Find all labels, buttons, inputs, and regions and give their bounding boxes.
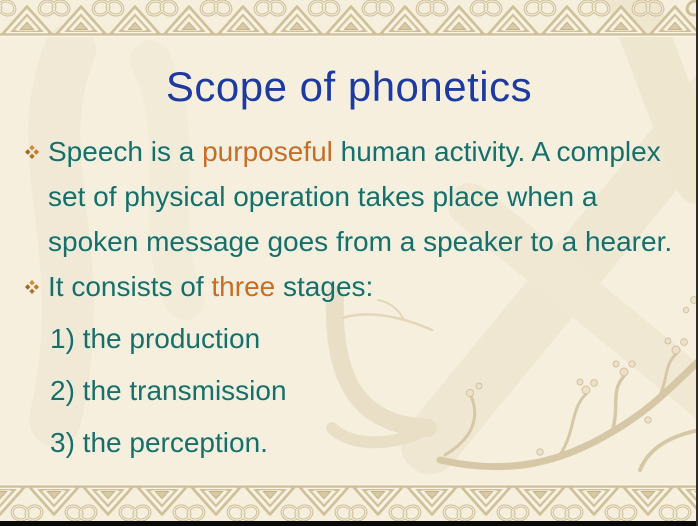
bullet-item-speech [48, 129, 672, 264]
bullet-item-stages [48, 264, 373, 309]
accent-word: purposeful [202, 136, 333, 167]
slide-title: Scope of phonetics [165, 63, 533, 110]
text-line [48, 129, 672, 174]
bullet-text [48, 264, 373, 309]
text-segment: stages: [275, 271, 374, 302]
stage-text [50, 368, 287, 413]
text-segment: human activity. A complex [332, 136, 661, 167]
text-line [48, 219, 672, 264]
stage-text [50, 316, 260, 361]
text-segment: set of physical operation takes place when a [48, 181, 598, 212]
text-line [48, 174, 672, 219]
text-segment: Speech is a [48, 136, 203, 167]
bottom-black-bar [0, 521, 698, 526]
accent-word: three [211, 271, 276, 302]
text-line [50, 420, 268, 465]
bullet-text [48, 129, 672, 264]
text-segment: spoken message goes from a speaker to a hearer. [48, 226, 673, 257]
text-segment: It consists of [48, 271, 212, 302]
bottom-border-ornament [0, 484, 698, 521]
diamond-bullet-icon [25, 145, 39, 159]
top-border-ornament [0, 0, 698, 37]
text-segment: 3) the perception. [50, 427, 268, 458]
stage-item-production [50, 316, 260, 361]
text-line [48, 264, 373, 309]
text-line [50, 316, 260, 361]
diamond-bullet-icon [25, 280, 39, 294]
text-line [50, 368, 287, 413]
stage-text [50, 420, 268, 465]
stage-item-perception [50, 420, 268, 465]
text-segment: 2) the transmission [50, 375, 287, 406]
text-segment: 1) the production [50, 323, 261, 354]
stage-item-transmission [50, 368, 287, 413]
